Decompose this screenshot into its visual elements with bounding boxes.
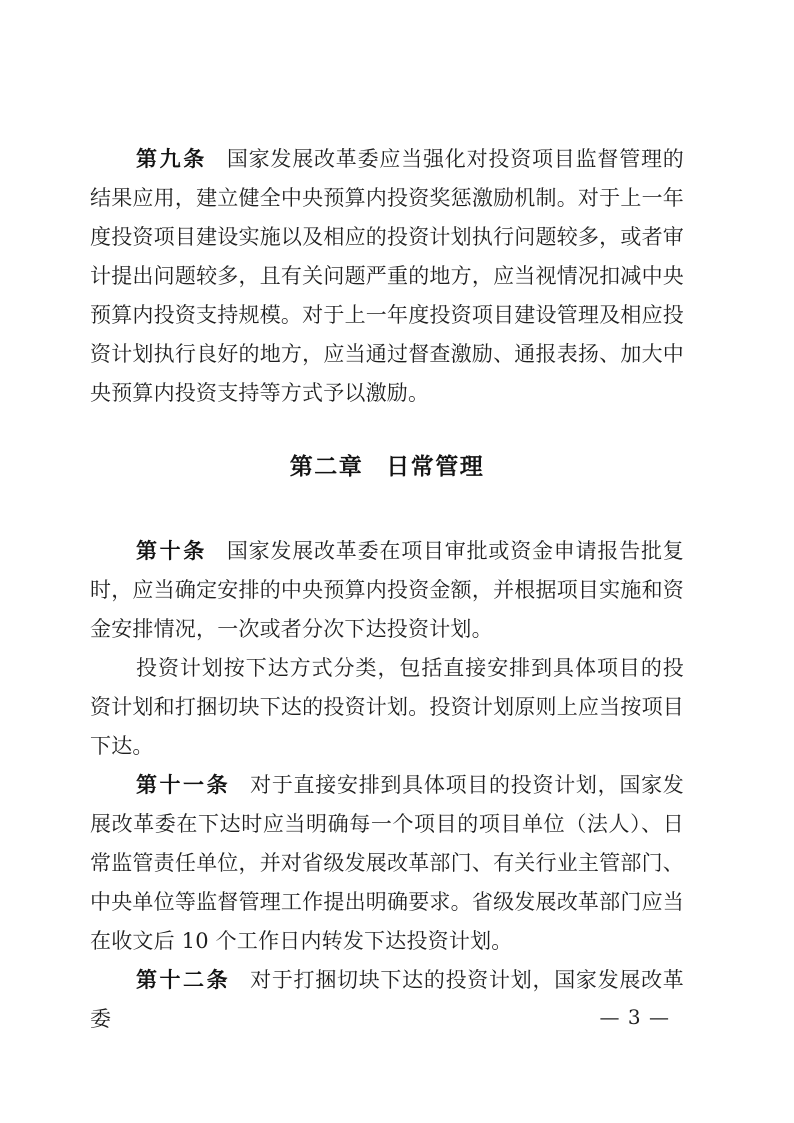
- plan-classification-text: 投资计划按下达方式分类，包括直接安排到具体项目的投资计划和打捆切块下达的投资计划。投资计划原则上应当按项目下达。: [90, 656, 684, 758]
- chapter-2-title: 日常管理: [386, 454, 485, 480]
- article-10-text: 国家发展改革委在项目审批或资金申请报告批复时，应当确定安排的中央预算内投资金额，并根据项目实施和资金安排情况，一次或者分次下达投资计划。: [90, 539, 685, 641]
- article-9-number: 第九条: [136, 147, 207, 171]
- page-number: — 3 —: [599, 1005, 670, 1029]
- article-9-text: 国家发展改革委应当强化对投资项目监督管理的结果应用，建立健全中央预算内投资奖惩激励机制。对于上一年度投资项目建设实施以及相应的投资计划执行问题较多，或者审计提出问题较多，且有关问题严重的地方，应当视情况扣减中央预算内投资支持规模。对于上一年度投资项目建设管理及相应投资计划执行良好的地方，应当通过督查激励、通报表扬、加大中央预算内投资支持等方式予以激励。: [90, 147, 685, 405]
- article-11-number: 第十一条: [136, 773, 231, 797]
- article-12-paragraph: [90, 961, 684, 1039]
- plan-classification-paragraph: [90, 649, 684, 766]
- article-11-text: 对于直接安排到具体项目的投资计划，国家发展改革委在下达时应当明确每一个项目的项目单位（法人）、日常监管责任单位，并对省级发展改革部门、有关行业主管部门、中央单位等监督管理工作提出明确要求。省级发展改革部门应当在收文后 10 个工作日内转发下达投资计划。: [90, 773, 685, 953]
- document-body: [90, 140, 684, 1039]
- article-9-paragraph: [90, 140, 684, 413]
- article-12-number: 第十二条: [136, 968, 231, 992]
- article-10-number: 第十条: [136, 539, 207, 563]
- article-10-paragraph: [90, 532, 684, 649]
- chapter-2-number: 第二章: [289, 454, 364, 480]
- article-11-paragraph: [90, 766, 684, 961]
- article-12-text: 对于打捆切块下达的投资计划，国家发展改革委: [90, 968, 685, 1031]
- chapter-2-heading: [90, 448, 684, 487]
